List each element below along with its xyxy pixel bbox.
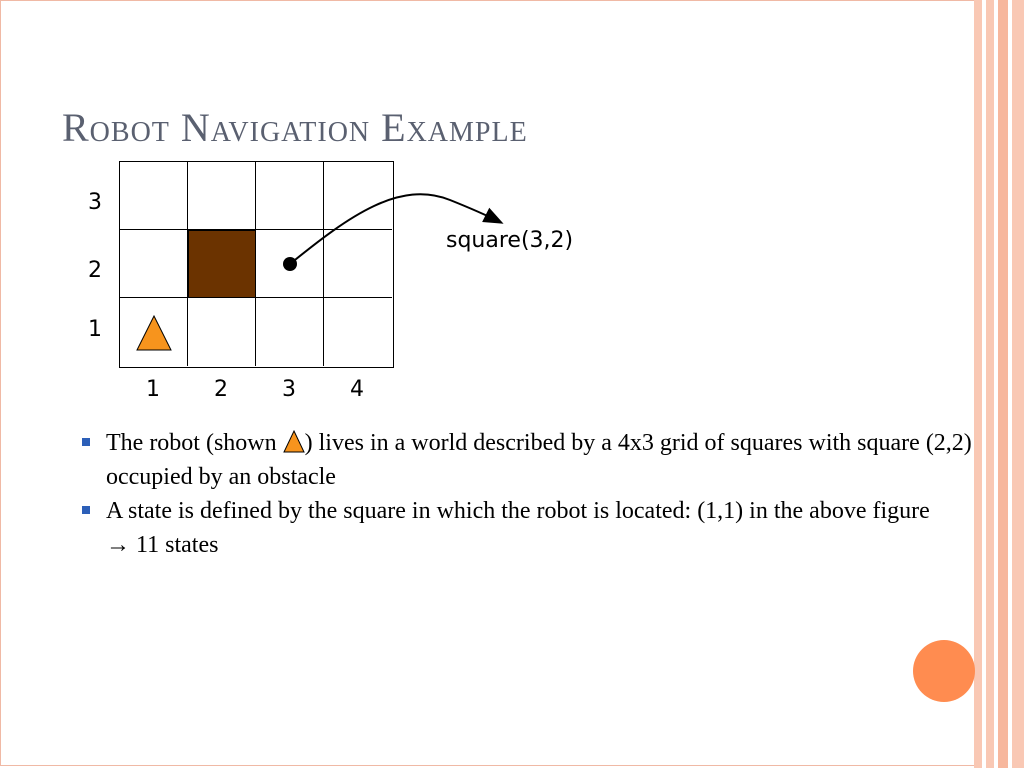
y-axis-label-2: 2 (88, 258, 102, 283)
y-axis-label-3: 3 (88, 190, 102, 215)
bullet-2-sub: 11 states (136, 532, 219, 558)
bullet-2-text: A state is defined by the square in which the robot is located: (1,1) in the above figure (106, 498, 930, 524)
decorative-stripes (974, 0, 1024, 768)
square-annotation-label: square(3,2) (446, 228, 574, 253)
obstacle-square (188, 230, 256, 298)
arrow-icon: → (106, 532, 130, 558)
bullet-list (82, 426, 977, 562)
grid-cell-3-1 (256, 298, 324, 366)
slide-title: Robot Navigation Example (62, 105, 528, 150)
bullet-marker (82, 438, 90, 446)
x-axis-label-2: 2 (214, 377, 228, 402)
grid-cell-1-3 (120, 162, 188, 230)
grid-cell-2-3 (188, 162, 256, 230)
x-axis-label-1: 1 (146, 377, 160, 402)
grid-cell-2-1 (188, 298, 256, 366)
accent-circle (913, 640, 975, 702)
robot-triangle-inline-icon (283, 429, 305, 453)
y-axis-label-1: 1 (88, 317, 102, 342)
bullet-marker (82, 506, 90, 514)
grid-cell-4-1 (324, 298, 392, 366)
bullet-1-pre: The robot (shown (106, 430, 283, 456)
x-axis-label-4: 4 (350, 377, 364, 402)
bullet-1-post: ) lives in a world described by a 4x3 grid of squares with square (2,2) occupied by an obstacle (106, 430, 972, 490)
grid-cell-1-2 (120, 230, 188, 298)
robot-triangle-icon (134, 314, 174, 352)
bullet-item-1 (82, 426, 977, 494)
x-axis-label-3: 3 (282, 377, 296, 402)
bullet-item-2 (82, 494, 977, 562)
